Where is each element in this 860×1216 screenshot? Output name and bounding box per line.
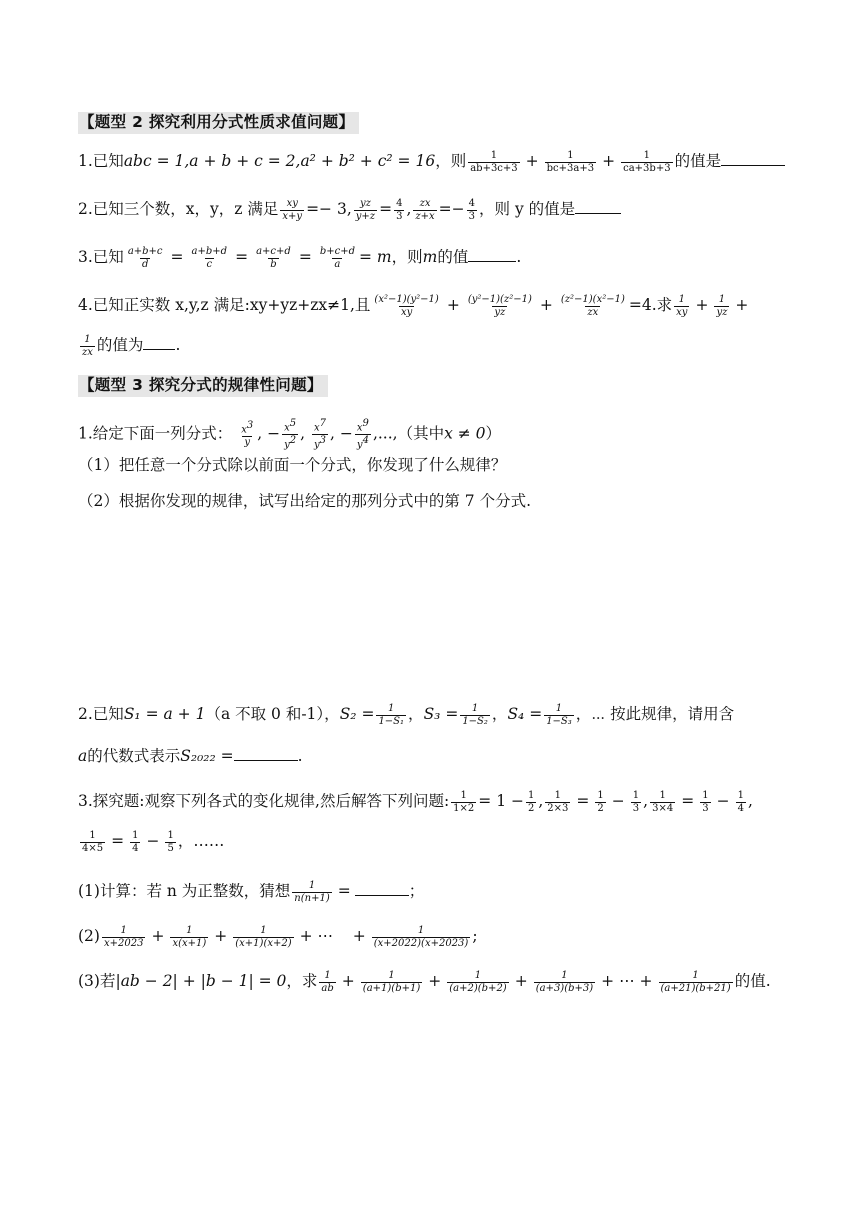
- fraction: $\frac{1}{3\times 4}$: [652, 790, 674, 814]
- fraction: $\frac{1}{yz}$: [716, 294, 728, 318]
- fraction: $\frac{1}{1\times 2}$: [453, 790, 475, 814]
- fraction: $\frac{1}{5}$: [167, 830, 174, 854]
- answer-blank[interactable]: [143, 335, 175, 350]
- answer-blank[interactable]: [721, 151, 785, 166]
- fraction: $\frac{1}{4}$: [132, 830, 139, 854]
- section-3-heading: 【题型 3 探究分式的规律性问题】: [78, 375, 328, 397]
- s3-q1-part-1: （1）把任意一个分式除以前面一个分式，你发现了什么规律？: [78, 456, 507, 474]
- fraction: $\frac{a+b+d}{c}$: [191, 246, 228, 270]
- fraction: $\frac{1}{x+2023}$: [103, 925, 144, 949]
- s3-question-3: 3.探究题:观察下列各式的变化规律,然后解答下列问题: $\frac{1}{1\times 2}$ = 1 − $\frac{1}{2}$ , $\frac{1}{2\times 3}$ = $\frac{1}{2}$ − $\frac{1}{3}$ , $\frac{1}{3\times 4}$ = $\frac{1}{3}$ − $\frac{1}{4}$ ,: [78, 790, 753, 814]
- fraction: $\frac{b+c+d}{a}$: [319, 246, 355, 270]
- fraction: $\frac{xy}{x+y}$: [282, 198, 303, 222]
- s3-question-2: 2.已知S₁ = a + 1（a 不取 0 和-1），S₂ = $\frac{1}{\text{1−S₁}}$ ，S₃ = $\frac{1}{\text{1−S₂}}$ ，S₄ = $\frac{1}{\text{1−S₃}}$ ，⋯ 按此规律，请用含: [78, 703, 735, 727]
- fraction: $\frac{1}{ab}$: [321, 970, 334, 994]
- fraction: $\frac{4}{3}$: [468, 198, 476, 222]
- s3-q1-part-2: （2）根据你发现的规律，试写出给定的那列分式中的第 7 个分式.: [78, 492, 532, 510]
- s3-question-1: 1.给定下面一列分式： $\frac{x3}{y}$ , − $\frac{x5}{y2}$ , $\frac{x7}{y3}$ , − $\frac{x9}{y4}$ ,...,（其中x ≠ 0）: [78, 418, 502, 451]
- s2-question-3: 3.已知 $\frac{a+b+c}{d}$ = $\frac{a+b+d}{c}$ = $\frac{a+c+d}{b}$ = $\frac{b+c+d}{a}$ = m，则m的值 .: [78, 246, 522, 270]
- condition: abc = 1,a + b + c = 2,a² + b² + c² = 16: [123, 152, 436, 170]
- fraction: $\frac{1}{3}$: [702, 790, 709, 814]
- q-number: 1.: [78, 152, 93, 170]
- fraction: $\frac{1}{4\times 5}$: [82, 830, 104, 854]
- fraction: $\frac{1}{bc+3a+3}$: [546, 150, 595, 174]
- s2-question-4-cont: $\frac{1}{zx}$ 的值为 .: [82, 334, 181, 358]
- fraction: $\frac{1}{(x+2022)(x+2023)}$: [373, 925, 469, 949]
- fraction: $\frac{1}{ca+3b+3}$: [623, 150, 671, 174]
- fraction: $\frac{1}{2}$: [527, 790, 535, 814]
- s2-question-2: 2.已知三个数，x，y，z 满足 $\frac{xy}{x+y}$ =− 3, $\frac{yz}{y+z}$ = $\frac{4}{3}$ , $\frac{zx}{z+x}$ =− $\frac{4}{3}$ ，则 y 的值是: [78, 198, 621, 222]
- fraction: $\frac{1}{(x+1)(x+2)}$: [235, 925, 292, 949]
- s2-question-1: 1.已知abc = 1,a + b + c = 2,a² + b² + c² = 16，则 $\frac{1}{ab+3c+3}$ + $\frac{1}{bc+3a+3}$ + $\frac{1}{ca+3b+3}$ 的值是: [78, 150, 785, 174]
- fraction: $\frac{1}{n(n+1)}$: [294, 880, 330, 904]
- s3-q3-part-1: (1)计算：若 n 为正整数，猜想 $\frac{1}{n(n+1)}$ = ；: [78, 880, 425, 904]
- fraction: $\frac{zx}{z+x}$: [415, 198, 435, 222]
- fraction: $\frac{1}{4}$: [737, 790, 744, 814]
- fraction: $\frac{1}{(a+2)(b+2)}$: [449, 970, 507, 994]
- fraction: $\frac{1}{\text{1−S₁}}$: [378, 703, 405, 727]
- s2-question-4: 4.已知正实数 x,y,z 满足:xy+yz+zx≠1,且 $\frac{\text{(x²−1)(y²−1)}}{xy}$ + $\frac{\text{(y²−1)(z²−1)}}{yz}$ + $\frac{\text{(z²−1)(x²−1)}}{zx}$ =4.求 $\frac{1}{xy}$ + $\frac{1}{yz}$ +: [78, 294, 749, 318]
- fraction: $\frac{1}{zx}$: [82, 334, 93, 358]
- fraction: $\frac{yz}{y+z}$: [355, 198, 376, 222]
- fraction: $\frac{a+b+c}{d}$: [127, 246, 163, 270]
- section-2-heading: 【题型 2 探究利用分式性质求值问题】: [78, 112, 359, 134]
- fraction: $\frac{1}{(a+3)(b+3)}$: [535, 970, 594, 994]
- fraction: $\frac{1}{2}$: [597, 790, 604, 814]
- answer-blank[interactable]: [468, 247, 516, 262]
- sequence-term: $\frac{x9}{y4}$: [356, 418, 369, 451]
- fraction: $\frac{1}{ab+3c+3}$: [470, 150, 518, 174]
- fraction: $\frac{1}{xy}$: [676, 294, 688, 318]
- fraction: $\frac{\text{(z²−1)(x²−1)}}{zx}$: [560, 294, 625, 318]
- answer-blank[interactable]: [355, 881, 409, 896]
- fraction: $\frac{\text{(y²−1)(z²−1)}}{yz}$: [467, 294, 532, 318]
- fraction: $\frac{1}{\text{1−S₃}}$: [546, 703, 572, 727]
- fraction: $\frac{\text{(x²−1)(y²−1)}}{xy}$: [374, 294, 439, 318]
- sequence-term: $\frac{x3}{y}$: [241, 420, 254, 448]
- fraction: $\frac{1}{3}$: [632, 790, 640, 814]
- fraction: $\frac{1}{(a+21)(b+21)}$: [660, 970, 731, 994]
- fraction: $\frac{4}{3}$: [396, 198, 403, 222]
- sequence-term: $\frac{x5}{y2}$: [284, 418, 297, 451]
- fraction: $\frac{a+c+d}{b}$: [256, 246, 291, 270]
- answer-blank[interactable]: [234, 746, 298, 761]
- answer-blank[interactable]: [575, 199, 621, 214]
- s3-q3-part-3: (3)若|ab − 2| + |b − 1| = 0，求 $\frac{1}{ab}$ + $\frac{1}{(a+1)(b+1)}$ + $\frac{1}{(a+2)(b+2)}$ + $\frac{1}{(a+3)(b+3)}$ + ⋯ + $\frac{1}{(a+21)(b+21)}$ 的值.: [78, 970, 771, 994]
- s3-question-2-cont: a的代数式表示S₂₀₂₂ = .: [78, 747, 303, 765]
- fraction: $\frac{1}{x(x+1)}$: [172, 925, 207, 949]
- fraction: $\frac{1}{2\times 3}$: [547, 790, 569, 814]
- s3-q3-part-2: (2) $\frac{1}{x+2023}$ + $\frac{1}{x(x+1)}$ + $\frac{1}{(x+1)(x+2)}$ + ⋯ + $\frac{1}{(x+2022)(x+2023)}$ ;: [78, 925, 478, 949]
- fraction: $\frac{1}{(a+1)(b+1)}$: [362, 970, 421, 994]
- s3-question-3-cont: $\frac{1}{4\times 5}$ = $\frac{1}{4}$ − $\frac{1}{5}$ ，……: [82, 830, 225, 854]
- sequence-term: $\frac{x7}{y3}$: [314, 418, 327, 451]
- fraction: $\frac{1}{\text{1−S₂}}$: [462, 703, 488, 727]
